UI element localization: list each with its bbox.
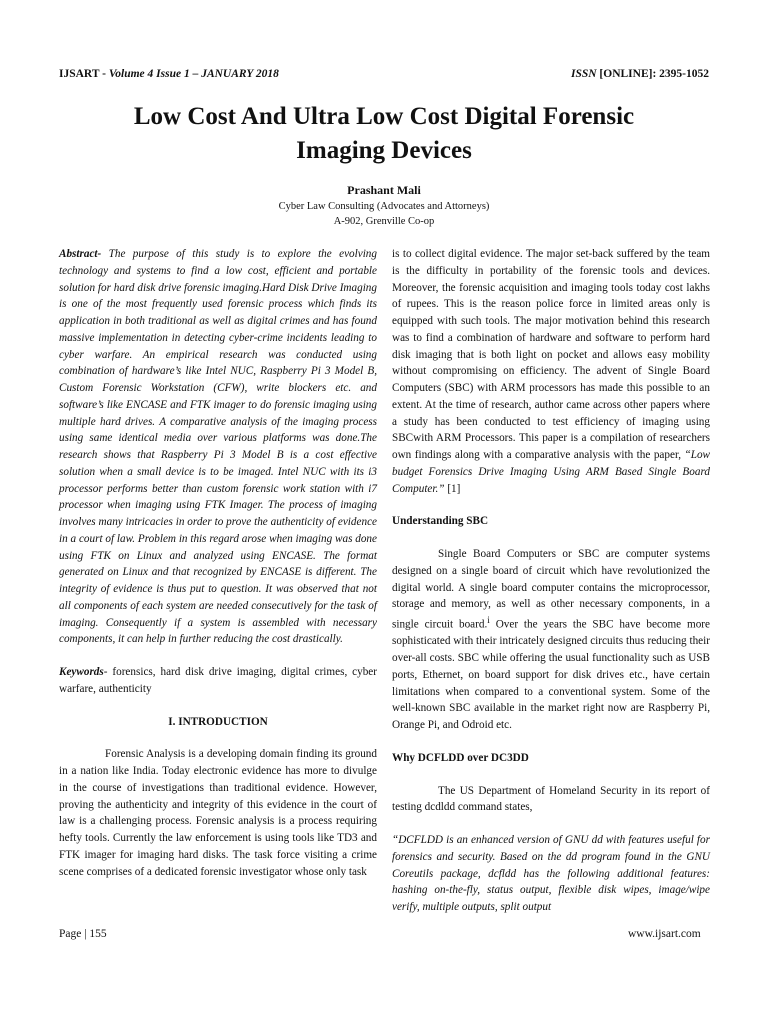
running-header bbox=[59, 68, 709, 80]
dcfldd-paragraph: The US Department of Homeland Security in its report of testing dcdldd command states, bbox=[392, 784, 710, 814]
abstract-text: The purpose of this study is to explore the evolving technology and systems to find a low cost, efficient and portable solution for hard disk drive forensic imaging.Hard Disk Drive Imaging is one of the most frequently used forensic process which finds its application in both traditional as well as digital crimes and has found massive implementation in detecting cyber-crime incidents leading to cyber warfare. An empirical research was conducted using combination of hardware’s like Intel NUC, Raspberry Pi 3 Model B, Custom Forensic Workstation (CFW), write blockers etc. and software’s like ENCASE and FTK imager to do forensic imaging using multiple hard drives. A comparative analysis of the imaging process using same identical media over various platforms was done.The research shows that Raspberry Pi 3 Model B is a cost effective solution when a small device is to be imaged. Intel NUC with its i3 processor performs better than custom forensic work station with i7 processor when imaging using FTK Imager. The process of imaging involves many intricacies in order to prove the authenticity of evidence in a court of law. Problem in this regard arose when imaging was done using FTK on Linux and analyzed using ENCASE. The format generated on Linux and that recognized by ENCASE is different. The integrity of evidence is thus put to question. It was observed that not all components of each system are needed consecutively for the task of imaging. Consequently if a system is assembled with necessary components, it can help in further reducing the cost drastically. bbox=[59, 248, 377, 646]
page-number: Page | 155 bbox=[59, 928, 107, 940]
citation-ref: [1] bbox=[444, 482, 461, 495]
keywords bbox=[59, 664, 377, 698]
left-column bbox=[59, 246, 377, 880]
sbc-paragraph: Single Board Computers or SBC are computer systems designed on a single board of circuit which have revolutionized the digital world. A single board computer contains the microprocessor, storage and memory, as well as other necessary components, in a single circuit board.$^i$ Over the years the SBC have become more sophisticated with their intricately designed circuits thus reducing their over-all costs. SBC while offering the usual functionality such as USB ports, Ethernet, on board support for disk drives etc., have certain limitations when compared to a conventional system. Some of the well-known SBC available in the market right now are Raspberry Pi, Orange Pi, and Odroid etc. bbox=[392, 548, 710, 732]
right-column bbox=[392, 246, 710, 916]
author-affiliation: Cyber Law Consulting (Advocates and Attorneys) bbox=[278, 201, 490, 212]
introduction-paragraph: Forensic Analysis is a developing domain finding its ground in a nation like India. Today electronic evidence has more to divulge in the course of investigations than traditional evidence. However, proving the authenticity and integrity of this evidence in the court of law is a challenging process. Forensic analysis is a process requiring hefty tools. Currently the law enforcement is using tools like TD3 and FTK imager for imaging hard disks. The task force visiting a crime scene comprises of a dedicated forensic investigator whose only task bbox=[59, 748, 377, 878]
paper-title bbox=[0, 100, 768, 168]
journal-website: www.ijsart.com bbox=[628, 928, 701, 940]
introduction-paragraph-continued: is to collect digital evidence. The major set-back suffered by the team is the difficulty in portability of the forensic tools and devices. Moreover, the forensic acquisition and imaging tools today cost lakhs of rupees. This is the reason police force in limited areas only is equipped with such tools. The major motivation behind this research was to find a combination of hardware and software to perform hard disk imaging that is both light on pocket and allows easy mobility without compromising on efficiency. The advent of Single Board Computers (SBC) with ARM processors has made this possible to an extent. At the time of research, author came across other papers where a study has been conducted to test efficiency of imaging using SBCwith ARM Processors. This paper is a compilation of researchers own findings along with a comparative analysis with the paper, “Low budget Forensics Drive Imaging Using ARM Based Single Board Computer.” [1] bbox=[392, 248, 710, 495]
keywords-text: - forensics, hard disk drive imaging, digital crimes, cyber warfare, authenticity bbox=[59, 666, 377, 695]
cited-paper-title: “Low budget Forensics Drive Imaging Using ARM Based Single Board Computer.” bbox=[392, 449, 710, 495]
keywords-label: Keywords bbox=[59, 666, 104, 678]
issn-info: ISSN [ONLINE]: 2395-1052 bbox=[570, 68, 709, 80]
volume-info: Volume 4 Issue 1 – JANUARY 2018 bbox=[108, 68, 279, 80]
footnote-marker: i bbox=[487, 616, 490, 626]
introduction-heading: I. INTRODUCTION bbox=[168, 715, 268, 728]
dcfldd-quote: “DCFLDD is an enhanced version of GNU dd with features useful for forensics and security. Based on the dd program found in the GNU Coreutils package, dcfldd has the following additional features: hashing on-the-fly, status output, flexible disk wipes, image/wipe verify, multiple outputs, split output bbox=[392, 834, 710, 914]
dcfldd-heading: Why DCFLDD over DC3DD bbox=[392, 751, 529, 764]
sbc-heading: Understanding SBC bbox=[392, 515, 489, 528]
title-line-2: Imaging Devices bbox=[296, 137, 472, 164]
abstract-label: Abstract- bbox=[59, 248, 102, 260]
author-name: Prashant Mali bbox=[347, 183, 421, 197]
title-line-1: Low Cost And Ultra Low Cost Digital Forensic bbox=[133, 103, 635, 130]
journal-info: IJSART - Volume 4 Issue 1 – JANUARY 2018 bbox=[59, 68, 279, 80]
abstract bbox=[59, 246, 377, 648]
author-address: A-902, Grenville Co-op bbox=[333, 216, 435, 227]
